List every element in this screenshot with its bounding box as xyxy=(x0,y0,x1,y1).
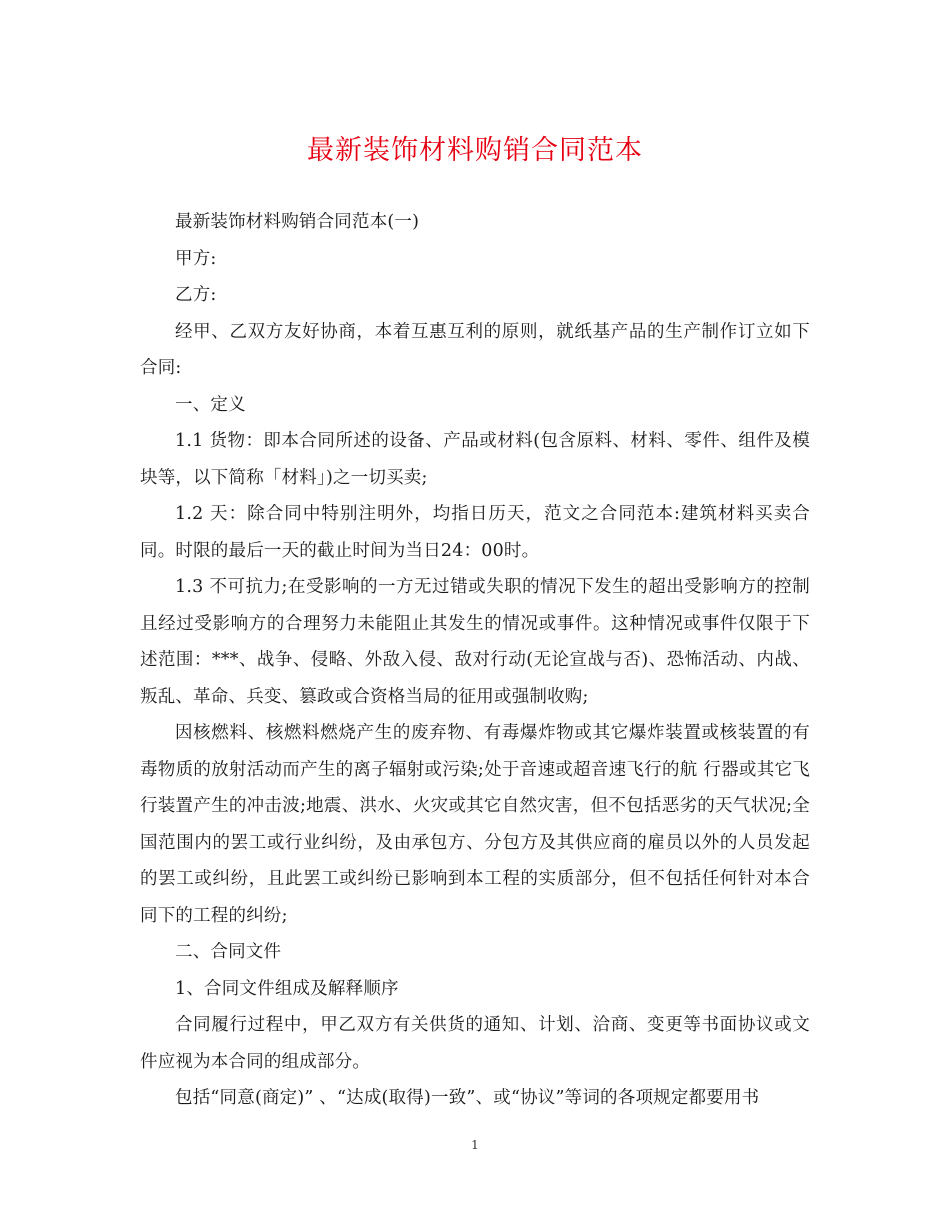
clause-1-3: 1.3 不可抗力;在受影响的一方无过错或失职的情况下发生的超出受影响方的控制且经过受影响方的合理努力未能阻止其发生的情况或事件。这种情况或事件仅限于下述范围：***、战争、侵略、外敌入侵、敌对行动(无论宣战与否)、恐怖活动、内战、叛乱、革命、兵变、篡政或合资格当局的征用或强制收购; xyxy=(140,577,810,707)
page-number: 1 xyxy=(471,1138,479,1152)
intro-paragraph: 经甲、乙双方友好协商，本着互惠互利的原则，就纸基产品的生产制作订立如下合同: xyxy=(140,321,810,378)
clause-1-1: 1.1 货物：即本合同所述的设备、产品或材料(包含原料、材料、零件、组件及模块等，以下简称「材料」)之一切买卖; xyxy=(140,431,810,488)
party-b-line: 乙方: xyxy=(175,285,217,305)
section-heading-definitions: 一、定义 xyxy=(175,394,246,415)
contract-composition-paragraph: 合同履行过程中，甲乙双方有关供货的通知、计划、洽商、变更等书面协议或文件应视为本合同的组成部分。 xyxy=(140,1015,810,1072)
document-body xyxy=(140,204,810,1117)
document-title: 最新装饰材料购销合同范本 xyxy=(307,135,643,166)
section-heading-contract-documents: 二、合同文件 xyxy=(175,942,282,962)
party-a-line: 甲方: xyxy=(175,248,217,269)
clause-1-2: 1.2 天：除合同中特别注明外，均指日历天，范文之合同范本:建筑材料买卖合同。时限的最后一天的截止时间为当日24：00时。 xyxy=(140,504,810,561)
subsection-heading-order: 1、合同文件组成及解释顺序 xyxy=(175,978,399,999)
force-majeure-paragraph: 因核燃料、核燃料燃烧产生的废弃物、有毒爆炸物或其它爆炸装置或核装置的有毒物质的放射活动而产生的离子辐射或污染;处于音速或超音速飞行的航 行器或其它飞行装置产生的冲击波;地震、洪水、火灾或其它自然灾害，但不包括恶劣的天气状况;全国范围内的罢工或行业纠纷，及由承包方、分包方及其供应商的雇员以外的人员发起的罢工或纠纷，且此罢工或纠纷已影响到本工程的实质部分，但不包括任何针对本合同下的工程的纠纷; xyxy=(140,723,810,926)
subtitle-paragraph: 最新装饰材料购销合同范本(一) xyxy=(175,212,420,232)
terms-paragraph: 包括“同意(商定)” 、“达成(取得)一致”、或“协议”等词的各项规定都要用书 xyxy=(175,1088,760,1108)
